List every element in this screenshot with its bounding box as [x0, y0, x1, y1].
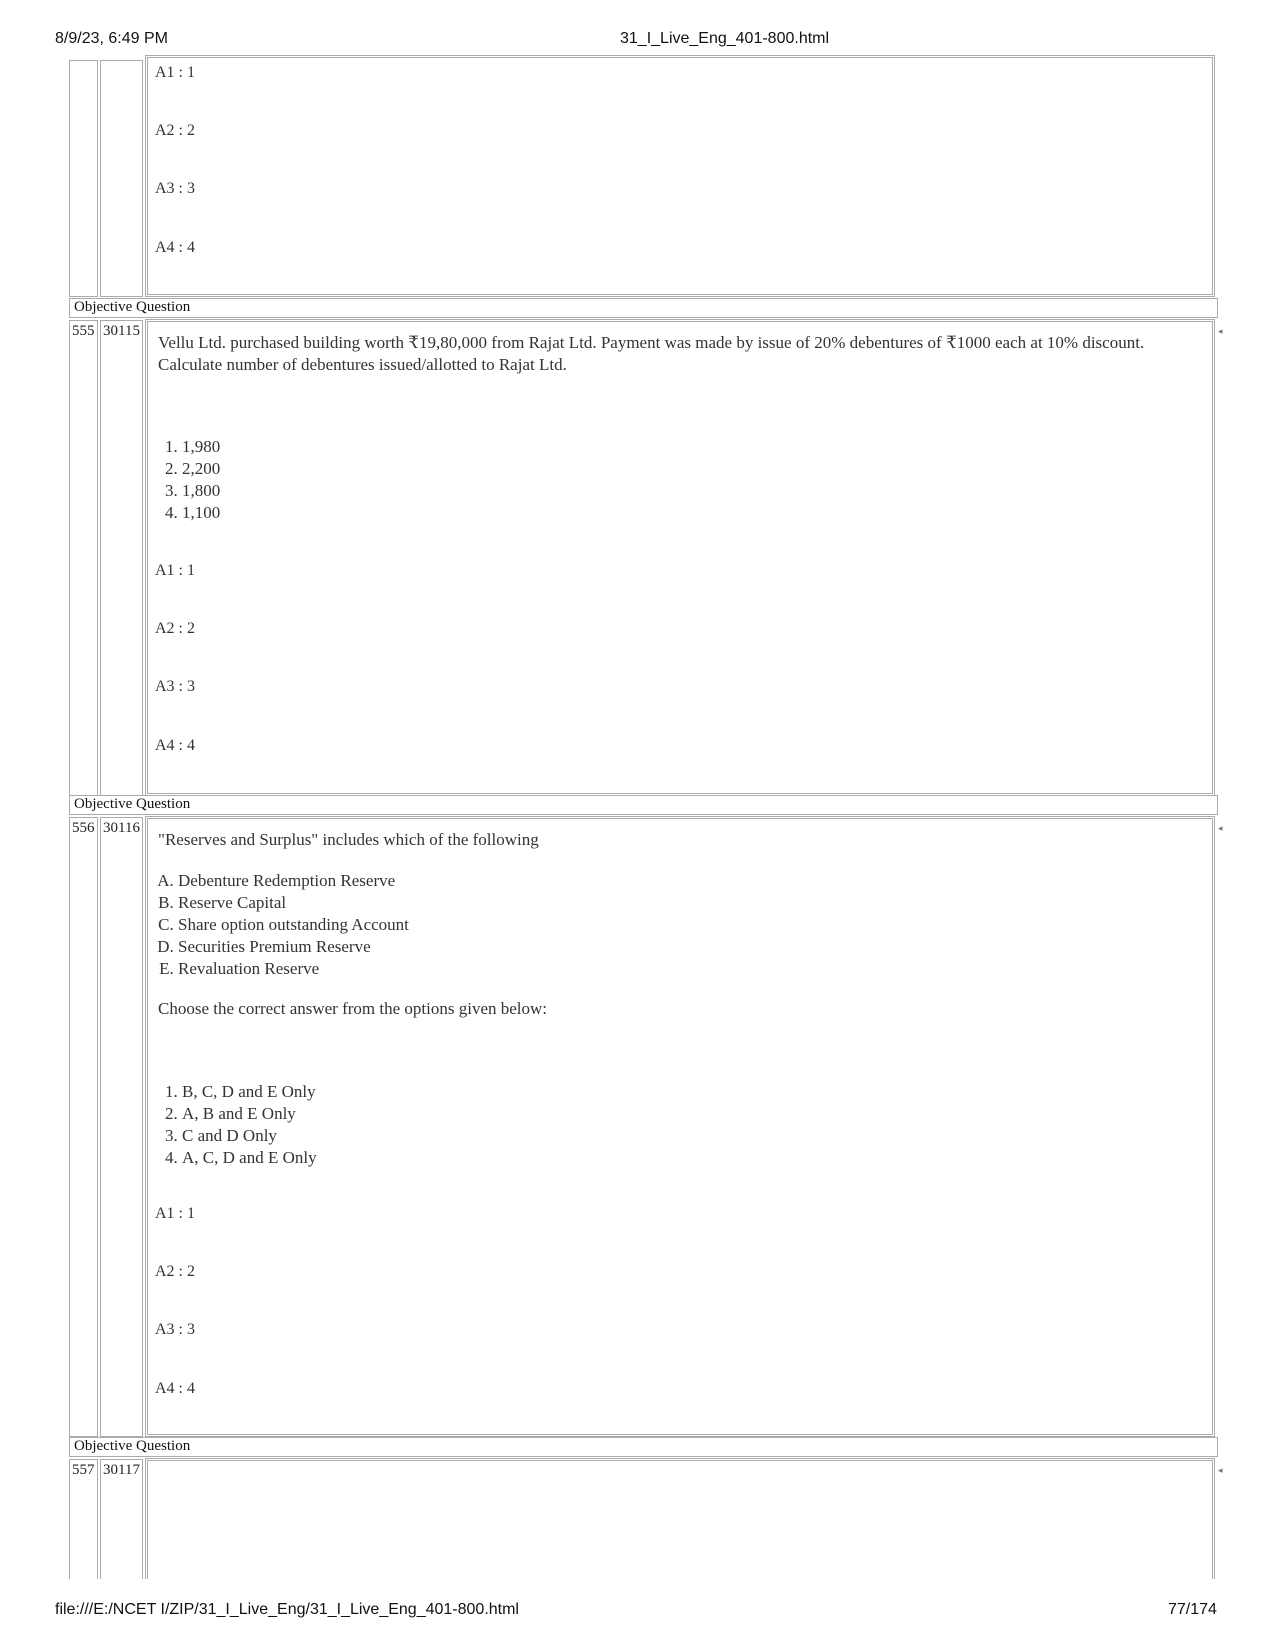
section-row: [69, 1437, 1218, 1457]
option-item: 4. A, C, D and E Only: [182, 1147, 317, 1169]
scroll-arrow-icon: ◂: [1218, 326, 1223, 336]
question-number: 557: [72, 1462, 95, 1478]
option-item: 1. 1,980: [182, 436, 220, 458]
question-id-cell: [100, 320, 143, 796]
question-number-cell: [69, 320, 98, 796]
print-file-path: file:///E:/NCET I/ZIP/31_I_Live_Eng/31_I_Live_Eng_401-800.html: [55, 1601, 519, 1618]
statement-item: A. Debenture Redemption Reserve: [178, 870, 409, 892]
option-item: 3. 1,800: [182, 480, 220, 502]
section-row: [69, 795, 1218, 815]
option-list: [142, 436, 220, 524]
statement-item: B. Reserve Capital: [178, 892, 409, 914]
answer-1: A1 : 1: [155, 562, 195, 579]
statement-item: C. Share option outstanding Account: [178, 914, 409, 936]
section-label: Objective Question: [74, 299, 191, 315]
section-row: [69, 298, 1218, 318]
answer-4: A4 : 4: [155, 1380, 195, 1397]
scroll-arrow-icon: ◂: [1218, 1465, 1223, 1475]
question-number: 556: [72, 820, 95, 836]
option-item: 1. B, C, D and E Only: [182, 1081, 317, 1103]
section-label: Objective Question: [74, 1438, 191, 1454]
prev-answer-2: A2 : 2: [155, 122, 195, 139]
statement-item: D. Securities Premium Reserve: [178, 936, 409, 958]
question-content: [145, 1458, 1215, 1579]
question-text: Vellu Ltd. purchased building worth ₹19,80,000 from Rajat Ltd. Payment was made by issue of 20% debentures of ₹1000 each at 10% discount. Calculate number of debentures issued/allotted to Rajat Ltd.: [158, 333, 1145, 374]
prev-answer-1: A1 : 1: [155, 64, 195, 81]
question-number: 555: [72, 323, 95, 339]
print-datetime: 8/9/23, 6:49 PM: [55, 30, 168, 47]
instruction-text: Choose the correct answer from the options given below:: [158, 999, 548, 1018]
print-page-number: 77/174: [1168, 1601, 1217, 1618]
section-label: Objective Question: [74, 796, 191, 812]
question-id: 30115: [103, 323, 140, 339]
prev-answer-3: A3 : 3: [155, 180, 195, 197]
answer-2: A2 : 2: [155, 620, 195, 637]
answer-4: A4 : 4: [155, 737, 195, 754]
prev-answer-4: A4 : 4: [155, 239, 195, 256]
print-title: 31_I_Live_Eng_401-800.html: [620, 30, 830, 47]
option-item: 3. C and D Only: [182, 1125, 317, 1147]
question-number-cell: [69, 817, 98, 1437]
scroll-arrow-icon: ◂: [1218, 823, 1223, 833]
prev-question-content: [145, 55, 1215, 297]
question-id: 30116: [103, 820, 140, 836]
answer-2: A2 : 2: [155, 1263, 195, 1280]
question-id: 30117: [103, 1462, 140, 1478]
option-list: [142, 1081, 317, 1169]
answer-3: A3 : 3: [155, 678, 195, 695]
prev-qid-cell: [100, 60, 143, 297]
statement-list: [138, 870, 409, 980]
question-content: [145, 319, 1215, 796]
option-item: 4. 1,100: [182, 502, 220, 524]
answer-1: A1 : 1: [155, 1205, 195, 1222]
option-item: 2. 2,200: [182, 458, 220, 480]
statement-item: E. Revaluation Reserve: [178, 958, 409, 980]
question-text: "Reserves and Surplus" includes which of the following: [158, 830, 539, 849]
question-id-cell: [100, 817, 143, 1437]
answer-3: A3 : 3: [155, 1321, 195, 1338]
option-item: 2. A, B and E Only: [182, 1103, 317, 1125]
prev-sno-cell: [69, 60, 98, 297]
